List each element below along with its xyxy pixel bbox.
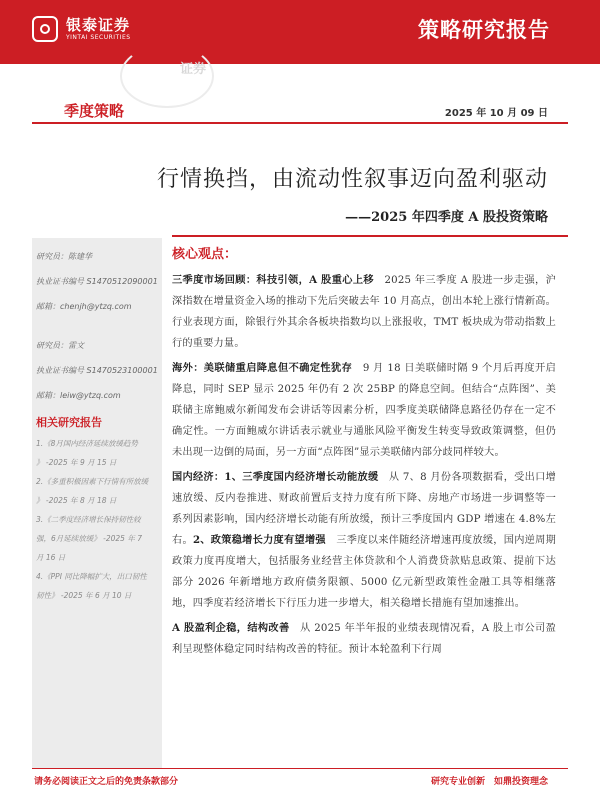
paragraph-heading: 三季度市场回顾：科技引领，A 股重心上移 <box>172 274 374 286</box>
core-view-heading: 核心观点： <box>172 247 238 262</box>
analyst-email[interactable]: 邮箱：leiw@ytzq.com <box>36 391 121 400</box>
related-report-line[interactable]: 》 -2025 年 9 月 15 日 <box>36 458 117 467</box>
footer-slogan: 研究专业创新 如鼎投资理念 <box>430 777 548 787</box>
brand-logo <box>32 16 131 42</box>
paragraph-text: 从 2025 年半年报的业绩表现情况看，A 股上市公司盈利呈现整体稳定同时结构改善的特征。预计本轮盈利下行周 <box>172 623 556 655</box>
analyst-name: 研究员：陈建华 <box>36 252 92 261</box>
related-report-line[interactable]: 强，6月延续放缓》 -2025 年 7 <box>36 534 142 543</box>
paragraph-domestic-economy <box>172 467 556 614</box>
header-bar <box>0 0 600 64</box>
paragraph-overseas <box>172 358 556 463</box>
related-report-line[interactable]: 2.《多重积极因素下行情有所放缓 <box>36 477 149 486</box>
logo-icon <box>32 16 58 42</box>
footer-divider <box>32 768 568 769</box>
related-report-line[interactable]: 3.《二季度经济增长保持韧性较 <box>36 515 141 524</box>
analyst-name: 研究员：雷文 <box>36 341 84 350</box>
paragraph-heading: A 股盈利企稳，结构改善 <box>172 622 290 634</box>
brand-name-cn: 银泰证券 <box>66 15 131 34</box>
paragraph-heading: 海外：美联储重启降息但不确定性犹存 <box>172 362 353 374</box>
related-report-line[interactable]: 月 16 日 <box>36 553 66 562</box>
main-content <box>172 244 556 664</box>
analyst-license: 执业证书编号 S1470512090001 <box>36 277 158 286</box>
paragraph-heading: 国内经济：1、三季度国内经济增长动能放缓 <box>172 471 379 483</box>
related-reports-title: 相关研究报告 <box>36 416 102 429</box>
paragraph-text: 三季度以来伴随经济增速再度放缓，国内逆周期政策力度再度增大，包括服务业经营主体贷款和个人消费贷款贴息政策、提前下达部分 2026 年新增地方政府债务限额、5000 亿元新型政策性金融工具等相继落地，四季度若经济增长下行压力进一步增大，相关稳增长措施有望加速推出。 <box>172 535 557 609</box>
analyst-license: 执业证书编号 S1470523100001 <box>36 366 158 375</box>
related-report-line[interactable]: 》 -2025 年 8 月 18 日 <box>36 496 117 505</box>
disclaimer-note: 请务必阅读正文之后的免责条款部分 <box>34 777 179 787</box>
related-report-line[interactable]: 4.《PPI 同比降幅扩大，出口韧性 <box>36 572 147 581</box>
related-report-line[interactable]: 1.《8月国内经济延续放缓趋势 <box>36 439 138 448</box>
paragraph-text: 2025 年三季度 A 股进一步走强，沪深指数在增量资金入场的推动下先后突破去年 10 月高点，创出本轮上涨行情新高。行业表现方面，除银行外其余各板块指数均以上涨报收，TMT 板块成为带动指数上行的重要力量。 <box>172 275 556 349</box>
paragraph-text: 9 月 18 日美联储时隔 9 个月后再度开启降息，同时 SEP 显示 2025 年仍有 2 次 25BP 的降息空间。但结合“点阵图”、美联储主席鲍威尔新闻发布会讲话等因素分析，四季度美联储降息路径仍存在一定不确定性。一方面鲍威尔讲话表示就业与通胀风险平衡发生转变导致政策调整，但仍未出现一边倒的局面，另一方面“点阵图”显示美联储内部分歧同样较大。 <box>172 363 556 458</box>
report-date: 2025 年 10 月 09 日 <box>444 108 548 119</box>
related-report-line[interactable]: 韧性》 -2025 年 6 月 10 日 <box>36 591 132 600</box>
page-subtitle: ——2025 年四季度 A 股投资策略 <box>345 210 548 225</box>
paragraph-market-review <box>172 270 556 354</box>
page-title: 行情换挡，由流动性叙事迈向盈利驱动 <box>156 167 548 192</box>
analyst-email[interactable]: 邮箱：chenjh@ytzq.com <box>36 302 132 311</box>
sidebar <box>36 244 160 605</box>
watermark-text: 证券 <box>180 62 207 77</box>
report-category: 季度策略 <box>64 102 125 120</box>
divider <box>172 235 568 237</box>
divider <box>32 122 568 124</box>
paragraph-earnings <box>172 618 556 660</box>
paragraph-text: 从 7、8 月份各项数据看，受出口增速放缓、反内卷推进、财政前置后支持力度有所下降、房地产市场进一步调整等一系列因素影响，国内经济增长动能有所放缓，预计三季度国内 GDP 增速在 4.8%左右。 <box>172 472 556 546</box>
report-type: 策略研究报告 <box>418 18 550 42</box>
brand-name-en: YINTAI SECURITIES <box>66 33 131 41</box>
paragraph-subheading: 2、政策稳增长力度有望增强 <box>192 534 326 546</box>
